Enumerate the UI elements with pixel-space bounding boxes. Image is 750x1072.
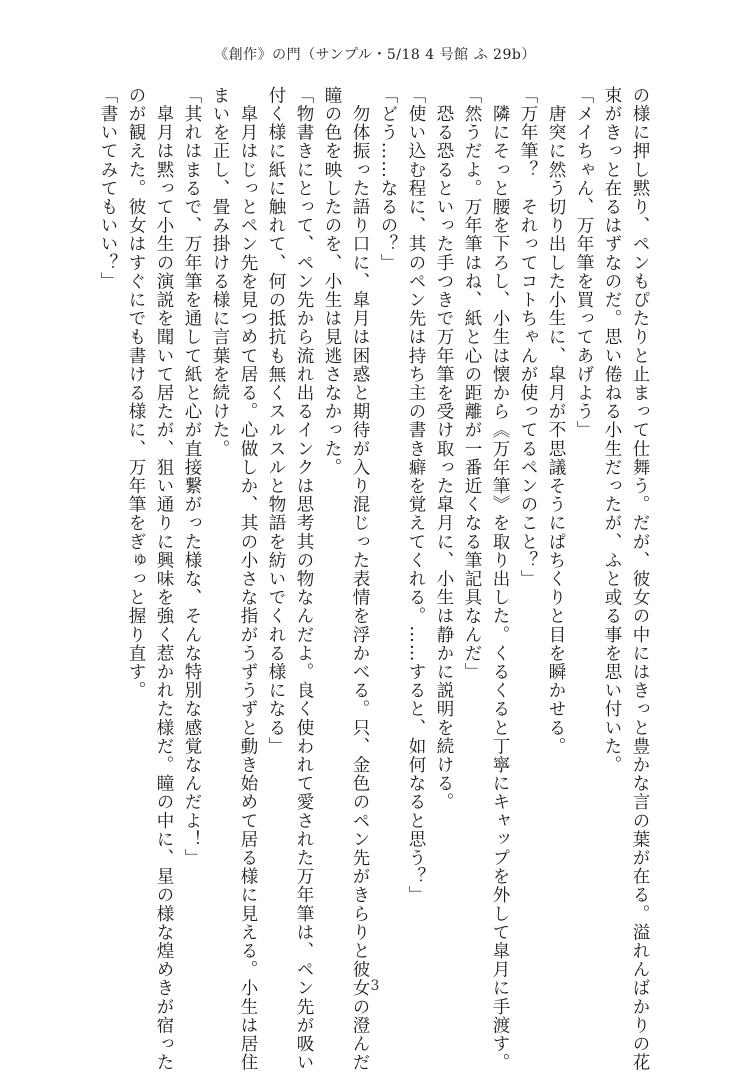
text-line: 勿体振った語り口に、皐月は困惑と期待が入り混じった表情を浮かべる。只、金色のペン先がきらりと彼女の澄んだ [350, 86, 370, 1072]
text-line: 恐る恐るといった手つきで万年筆を受け取った皐月に、小生は静かに説明を続ける。 [434, 86, 454, 812]
running-header: 《創作》の門（サンプル・5/18 4 号館 ふ 29b） [214, 47, 536, 63]
text-line: 隣にそっと腰を下ろし、小生は懐から《万年筆》を取り出した。くるくると丁寧にキャップを外して皐月に手渡す。 [490, 86, 510, 1072]
text-line: のが観えた。彼女はすぐにでも書ける様に、万年筆をぎゅっと握り直す。 [126, 86, 146, 700]
text-line: 「万年筆？ それってコトちゃんが使ってるペンのこと？」 [518, 86, 538, 589]
text-line: 唐突に然う切り出した小生に、皐月が不思議そうにぱちくりと目を瞬かせる。 [546, 86, 566, 756]
text-line: 「使い込む程に、其のペン先は持ち主の書き癖を覚えてくれる。……すると、如何なると思う？」 [406, 86, 426, 905]
text-line: の様に押し黙り、ペンもぴたりと止まって仕舞う。だが、彼女の中にはきっと豊かな言の葉が在る。溢れんばかりの花 [630, 86, 650, 1072]
text-line: 「其れはまるで、万年筆を通して紙と心が直接繋がった様な、そんな特別な感覚なんだよ！」 [182, 86, 202, 868]
text-line: 皐月はじっとペン先を見つめて居る。心做しか、其の小さな指がうずうずと動き始めて居る様に見える。小生は居住 [238, 86, 258, 1072]
text-line: 「書いてみてもいい？」 [98, 86, 118, 291]
text-line: 「どう……なるの？」 [378, 86, 398, 272]
text-line: 「然うだよ。万年筆はね、紙と心の距離が一番近くなる筆記具なんだ」 [462, 86, 482, 682]
page-number: 3 [370, 978, 380, 994]
text-line: 束がきっと在るはずなのだ。思い倦ねる小生だったが、ふと或る事を思い付いた。 [602, 86, 622, 775]
text-line: 「メイちゃん、万年筆を買ってあげよう」 [574, 86, 594, 440]
text-line: まいを正し、畳み掛ける様に言葉を続けた。 [210, 86, 230, 458]
text-line: 瞳の色を映したのを、小生は見逃さなかった。 [322, 86, 342, 477]
vertical-body-text [94, 86, 654, 1072]
text-line: 「物書きにとって、ペン先から流れ出るインクは思考其の物なんだよ。良く使われて愛された万年筆は、ペン先が吸い [294, 86, 314, 1072]
text-line: 皐月は黙って小生の演説を聞いて居たが、狙い通りに興味を強く惹かれた様だ。瞳の中に、星の様な煌めきが宿った [154, 86, 174, 1072]
text-line: 付く様に紙に触れて、何の抵抗も無くスルスルと物語を紡いでくれる様になる」 [266, 86, 286, 756]
